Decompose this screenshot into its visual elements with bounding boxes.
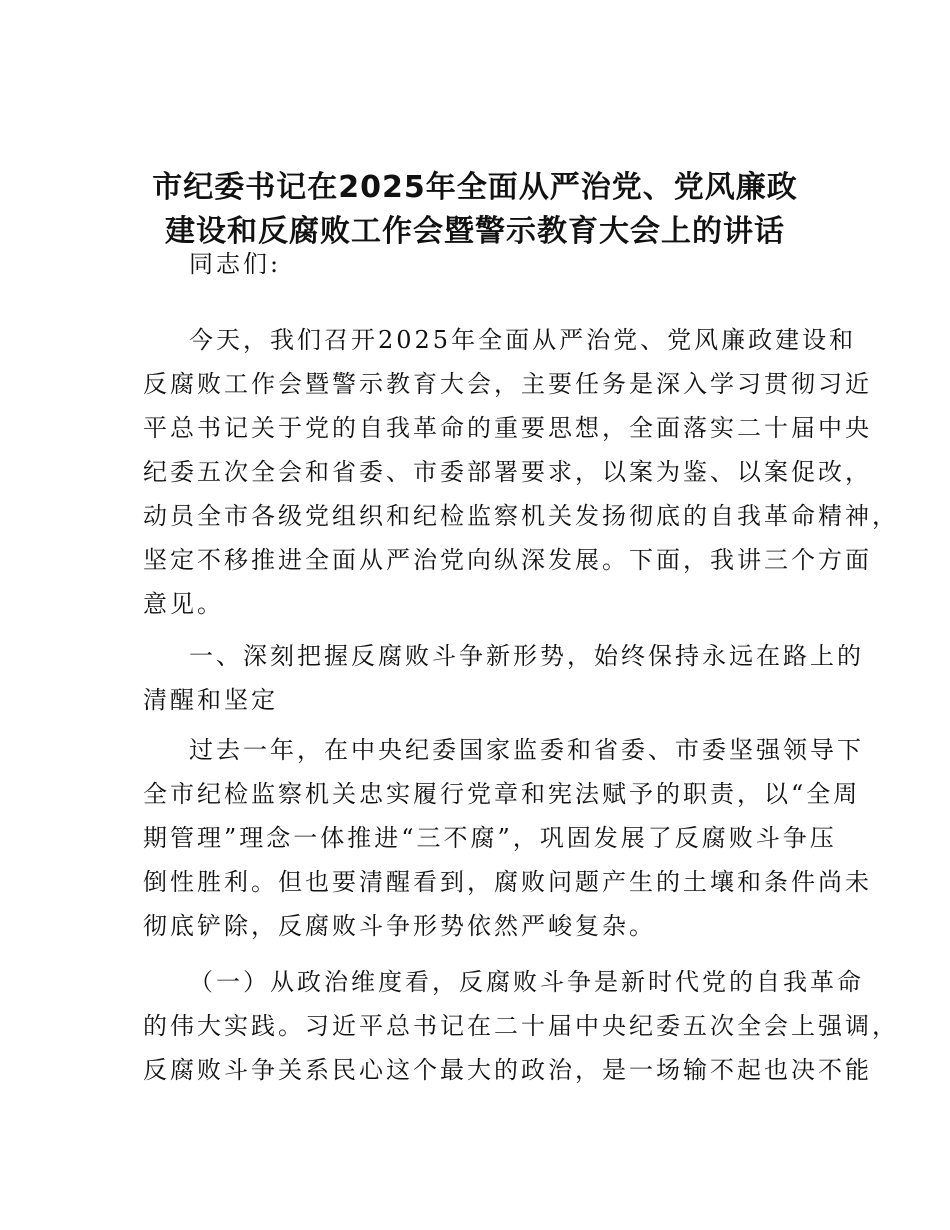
paragraph-1-line: 反腐败工作会暨警示教育大会，主要任务是深入学习贯彻习近 (143, 370, 872, 398)
paragraph-1-line: 今天，我们召开2025年全面从严治党、党风廉政建设和 (189, 326, 857, 354)
paragraph-4-line: 的伟大实践。习近平总书记在二十届中央纪委五次全会上强调， (143, 1012, 899, 1040)
section-heading-line: 清醒和坚定 (143, 686, 278, 714)
paragraph-3-line: 倒性胜利。但也要清醒看到，腐败问题产生的土壤和条件尚未 (143, 868, 872, 896)
paragraph-3-line: 全市纪检监察机关忠实履行党章和宪法赋予的职责，以“全周 (143, 780, 861, 808)
paragraph-3-line: 期管理”理念一体推进“三不腐”，巩固发展了反腐败斗争压 (143, 824, 837, 852)
paragraph-1-line: 意见。 (143, 590, 224, 618)
document-title-line-2: 建设和反腐败工作会暨警示教育大会上的讲话 (165, 214, 785, 249)
paragraph-4-line: （一）从政治维度看，反腐败斗争是新时代党的自我革命 (189, 968, 864, 996)
paragraph-1-line: 纪委五次全会和省委、市委部署要求，以案为鉴、以案促改， (143, 458, 872, 486)
paragraph-4-line: 反腐败斗争关系民心这个最大的政治，是一场输不起也决不能 (143, 1056, 872, 1084)
section-heading-line: 一、深刻把握反腐败斗争新形势，始终保持永远在路上的 (189, 642, 864, 670)
paragraph-1-line: 平总书记关于党的自我革命的重要思想，全面落实二十届中央 (143, 414, 872, 442)
paragraph-3-line: 彻底铲除，反腐败斗争形势依然严峻复杂。 (143, 912, 656, 940)
paragraph-1-line: 坚定不移推进全面从严治党向纵深发展。下面，我讲三个方面 (143, 546, 872, 574)
paragraph-3-line: 过去一年，在中央纪委国家监委和省委、市委坚强领导下 (189, 736, 864, 764)
paragraph-1-line: 动员全市各级党组织和纪检监察机关发扬彻底的自我革命精神， (143, 502, 899, 530)
salutation: 同志们: (189, 250, 282, 278)
document-title-line-1: 市纪委书记在2025年全面从严治党、党风廉政 (152, 170, 798, 205)
